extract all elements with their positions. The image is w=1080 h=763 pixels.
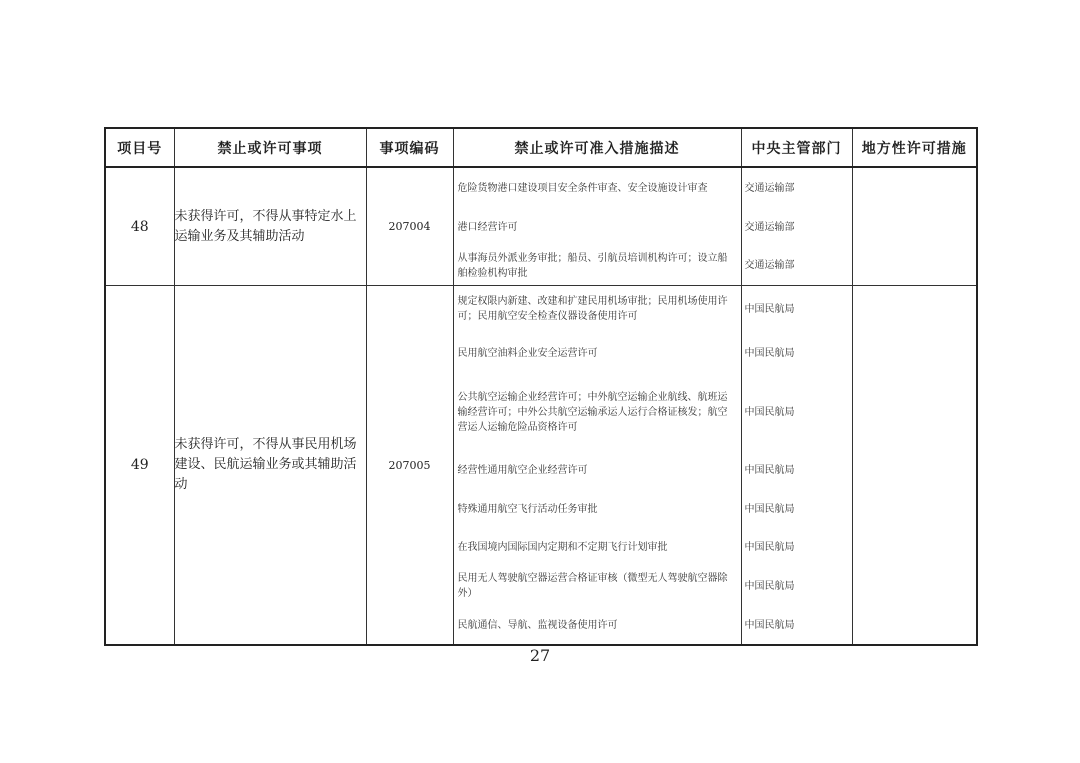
measure-description: 民用无人驾驶航空器运营合格证审核（微型无人驾驶航空器除外） — [457, 573, 728, 599]
measure-description: 公共航空运输企业经营许可；中外航空运输企业航线、航班运输经营许可；中外公共航空运输承运人运行合格证核发；航空营运人运输危险品资格许可 — [457, 391, 728, 433]
central-department: 中国民航局 — [744, 347, 795, 359]
header-local-measures: 地方性许可措施 — [852, 128, 977, 167]
central-department: 中国民航局 — [744, 303, 795, 315]
table-row — [105, 167, 977, 286]
header-project-number: 项目号 — [105, 128, 174, 167]
central-department: 交通运输部 — [744, 221, 795, 233]
row-item: 未获得许可，不得从事特定水上运输业务及其辅助活动 — [174, 167, 366, 286]
central-department: 中国民航局 — [744, 580, 795, 592]
row-number: 49 — [105, 286, 174, 646]
central-department: 中国民航局 — [744, 406, 795, 418]
measure-description: 经营性通用航空企业经营许可 — [457, 464, 588, 476]
table-row — [105, 286, 977, 646]
measure-description: 从事海员外派业务审批；船员、引航员培训机构许可；设立船舶检验机构审批 — [457, 252, 728, 279]
measure-description: 港口经营许可 — [457, 221, 518, 233]
row-descriptions — [453, 167, 741, 286]
row-local-measures — [852, 167, 977, 286]
measure-description: 民航通信、导航、监视设备使用许可 — [457, 619, 618, 631]
measure-description: 特殊通用航空飞行活动任务审批 — [457, 503, 598, 515]
header-item-code: 事项编码 — [366, 128, 453, 167]
central-department: 中国民航局 — [744, 541, 795, 553]
measure-description: 在我国境内国际国内定期和不定期飞行计划审批 — [457, 541, 668, 553]
central-department: 交通运输部 — [744, 182, 795, 194]
row-departments — [741, 167, 852, 286]
central-department: 中国民航局 — [744, 503, 795, 515]
header-measure-description: 禁止或许可准入措施描述 — [453, 128, 741, 167]
header-item: 禁止或许可事项 — [174, 128, 366, 167]
central-department: 中国民航局 — [744, 619, 795, 631]
central-department: 交通运输部 — [744, 260, 795, 271]
measure-description: 危险货物港口建设项目安全条件审查、安全设施设计审查 — [457, 182, 708, 194]
row-departments — [741, 286, 852, 646]
permit-table — [104, 127, 978, 646]
row-item: 未获得许可，不得从事民用机场建设、民航运输业务或其辅助活动 — [174, 286, 366, 646]
measure-description: 规定权限内新建、改建和扩建民用机场审批；民用机场使用许可；民用航空安全检查仪器设备使用许可 — [457, 296, 728, 322]
row-local-measures — [852, 286, 977, 646]
central-department: 中国民航局 — [744, 464, 795, 476]
row-number: 48 — [105, 167, 174, 286]
row-code: 207004 — [366, 167, 453, 286]
row-descriptions — [453, 286, 741, 646]
measure-description: 民用航空油料企业安全运营许可 — [457, 347, 598, 359]
header-central-department: 中央主管部门 — [741, 128, 852, 167]
table-header-row — [105, 128, 977, 167]
page-number: 27 — [529, 646, 551, 665]
row-code: 207005 — [366, 286, 453, 646]
